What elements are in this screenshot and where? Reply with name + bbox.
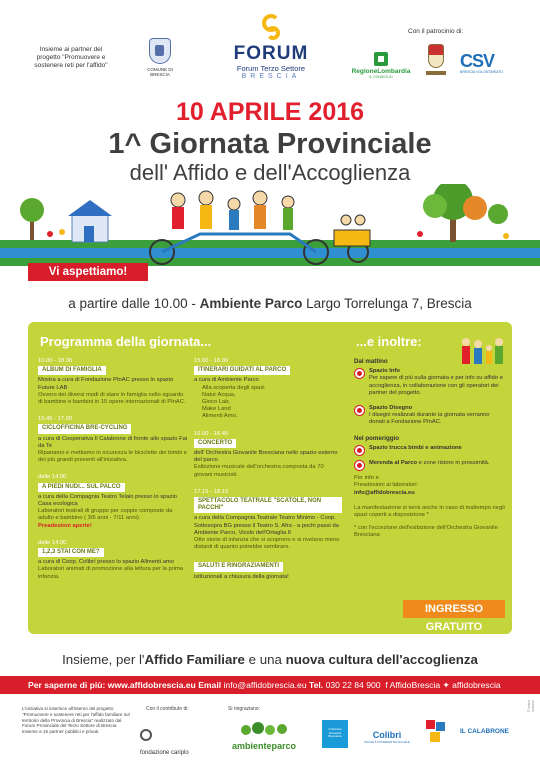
forum-subtitle: Forum Terzo Settore <box>236 64 306 73</box>
afternoon-label: Nel pomeriggio <box>354 434 400 442</box>
contributo-label: Con il contributo di: <box>146 706 189 712</box>
colibri-logo: Colibrì SOCIETÀ COOPERATIVA SOCIALE <box>364 730 410 744</box>
program-item: 16.00 - 16.45 CONCERTO dell' Orchestra Giovanile Bresciana nello spazio esterno del parco Esibizione musicale dell'orchestra composta da 70 giovani musicisti. <box>194 430 338 478</box>
ambiente-parco-icon <box>226 722 302 736</box>
info-icon <box>354 368 365 379</box>
extra-item: Merenda al Parco e zone ristoro in prossimità. <box>354 460 506 467</box>
csv-logo <box>460 52 516 74</box>
program-tag: CONCERTO <box>194 439 236 448</box>
extras-column <box>354 358 506 540</box>
face-paint-icon <box>354 445 365 456</box>
event-when: a partire dalle 10.00 - Ambiente Parco Largo Torrelunga 7, Brescia <box>68 296 472 311</box>
program-tag: SALUTI E RINGRAZIAMENTI <box>194 562 283 571</box>
weather-note: La manifestazione si terrà anche in caso di maltempo negli spazi coperti a disposizione * <box>354 504 505 519</box>
forum-title: FORUM <box>233 43 309 64</box>
regione-sub: IL CONSIGLIO <box>369 75 393 79</box>
orchestra-note: * con l'eccezione dell'esibizione dell'Orchestra Giovanile Bresciana <box>354 525 498 539</box>
ringraziare-label: Si ringraziano: <box>228 706 260 712</box>
facebook-icon: f <box>385 680 388 690</box>
info-contact: Per info e Preadesioni ai laboratori: info@affidobrescia.eu <box>354 475 419 496</box>
program-item: dalle 14.00 1,2,3 STAI CON ME? a cura di Coop. Colibrì presso lo spazio Allmenti.amo Laboratori animati di promozione alla lettura per la prima infanzia. <box>38 539 183 580</box>
welcome-banner: Vi aspettiamo! <box>28 263 148 281</box>
twitter-icon: ✦ <box>442 680 450 690</box>
program-item: 17.15 - 18.15 SPETTACOLO TEATRALE "SCATOLE, NON PACCHI" a cura della Compagnia Teatrale Teatro Minimo - Coop. Sottosopra BG presso il Teatro S. Afra - a pochi passi da Ambiente Parco, Vicolo dell'Ortaglia 6 Otto storie di infanzia che si scoprono e si rivelano meno distanti di quanto potrebbe sembrare. <box>194 489 342 552</box>
morning-label: Dal mattino <box>354 358 388 365</box>
regione-lombardia-icon <box>374 52 388 66</box>
house-roof <box>68 200 112 216</box>
cariplo-icon <box>140 729 152 741</box>
event-place: Ambiente Parco <box>199 296 303 311</box>
orchestra-logo: Orchestra Giovanile Bresciana <box>322 720 348 748</box>
provincia-crest-icon <box>426 44 446 80</box>
event-date: 10 APRILE 2016 <box>175 98 365 126</box>
contact-label: Per saperne di più: <box>28 680 106 690</box>
riders <box>171 191 365 230</box>
extra-item: Spazio Info Per sapere di più sulla giornata e per info su affido e accoglienza, in collaborazione con gli operatori dei partner del progetto. <box>354 368 506 397</box>
program-item: 10.00 - 18.30 ALBUM DI FAMIGLIA Mostra a cura di Fondazione PInAC presso lo spazio Future LAB Ovvero dei diversi modi di stare in famiglia nello sguardo di bambine e bambini in 15 opere internazionali di PInAC. <box>38 358 186 406</box>
event-title: 1^ Giornata Provinciale <box>108 128 432 160</box>
drawing-icon <box>354 405 365 416</box>
forum-mark-icon <box>258 14 284 44</box>
partner-note: Insieme ai partner del progetto "Promuovere e sostenere reti per l'affido" <box>34 46 108 69</box>
program-tag: 1,2,3 STAI CON ME? <box>38 548 104 557</box>
patrocinio-label: Con il patrocinio di: <box>408 28 464 35</box>
tagline: Insieme, per l'Affido Familiare e una nuova cultura dell'accoglienza <box>62 652 478 667</box>
ambiente-parco-logo: ambienteparco <box>226 722 302 751</box>
header <box>0 0 540 100</box>
extra-item: Spazio trucca bimbi e animazione <box>354 445 506 452</box>
contact-email-link[interactable]: info@affidobrescia.eu <box>223 680 307 690</box>
program-heading: Programma della giornata... <box>40 334 212 349</box>
program-tag: A PIEDI NUDI... SUL PALCO <box>38 483 125 492</box>
program-tag: SPETTACOLO TEATRALE "SCATOLE, NON PACCHI" <box>194 497 342 513</box>
comune-brescia-logo <box>140 38 180 77</box>
program-column-middle <box>194 358 342 591</box>
twitter-link[interactable]: affidobrescia <box>452 680 501 690</box>
program-item: 15.45 - 17.00 CICLOFFICINA BRE-CYCLING a cura di Cooperativa Il Calabrone di fronte allo spazio Fai da Te Ripariamo e mettiamo in sicurezza le biciclette dei bimbi e dei più grandi presenti all'iniziativa. <box>38 416 188 464</box>
footer-note: L'iniziativa si inserisce all'interno del progetto "Promuovere e sostenere reti per l'affido familiare sul territorio della Provincia di Brescia" realizzato dal Forum Provinciale del Terzo Settore di Brescia insieme a 15 partner pubblici e privati. <box>22 706 130 735</box>
contact-phone: 030 22 84 900 <box>325 680 381 690</box>
calabrone-logo: IL CALABRONE <box>460 728 509 735</box>
csv-name: CSV <box>460 51 495 71</box>
tree-left <box>20 198 44 222</box>
forum-logo <box>212 14 330 81</box>
program-tag: CICLOFFICINA BRE-CYCLING <box>38 424 131 433</box>
extra-item: Spazio Disegno I disegni realizzati durante la giornata verranno donati a Fondazione PInAC. <box>354 405 506 427</box>
program-panel <box>28 322 512 634</box>
program-tag: ITINERARI GUIDATI AL PARCO <box>194 366 290 375</box>
snack-icon <box>354 460 365 471</box>
comune-caption: COMUNE DI BRESCIA <box>147 67 173 77</box>
fondazione-cariplo-logo: fondazione cariplo <box>140 726 204 762</box>
program-column-left <box>38 358 188 591</box>
bike-trailer <box>334 230 370 246</box>
ingresso-gratuito-badge: INGRESSO GRATUITO <box>403 600 505 618</box>
event-address: Largo Torrelunga 7, Brescia <box>302 296 472 311</box>
forum-city: BRESCIA <box>241 73 301 80</box>
event-subtitle: dell' Affido e dell'Accoglienza <box>129 160 411 185</box>
program-item: dalle 14.00 A PIEDI NUDI... SUL PALCO a cura della Compagnia Teatro Telaio presso lo spazio Casa ecologica Laboratori teatrali di gruppo per coppie composte da adulto e bambino ( 3/6 anni - 7/11 anni). Preadesioni aperte! <box>38 474 188 529</box>
program-item: 15.00 - 18.00 ITINERARI GUIDATI AL PARCO a cura di Ambiente Parco Alla scoperta degli spazi Natur Acqua, Gioco Lab, Make Land Alimenti Amo. <box>194 358 342 421</box>
extras-heading: ...e inoltre: <box>356 334 422 349</box>
program-item: SALUTI E RINGRAZIAMENTI istituzionali a chiusura della giornata! <box>194 563 289 580</box>
crest-icon <box>149 38 171 64</box>
contact-site-link[interactable]: www.affidobrescia.eu <box>107 680 196 690</box>
preadesioni-note: Preadesioni aperte! <box>38 522 92 529</box>
program-tag: ALBUM DI FAMIGLIA <box>38 366 106 375</box>
regione-lombardia-logo <box>350 52 412 79</box>
abc-blocks-icon <box>424 718 448 748</box>
csv-sub: BRESCIA VOLONTARIATO <box>460 70 503 74</box>
facebook-link[interactable]: AffidoBrescia <box>389 680 441 690</box>
contact-bar: Per saperne di più: www.affidobrescia.eu Email info@affidobrescia.eu Tel. 030 22 84 900 f AffidoBrescia ✦ affidobrescia <box>0 676 540 694</box>
side-credit: © mario ronzoni <box>527 699 535 712</box>
regione-name: RegioneLombardia <box>351 68 411 75</box>
